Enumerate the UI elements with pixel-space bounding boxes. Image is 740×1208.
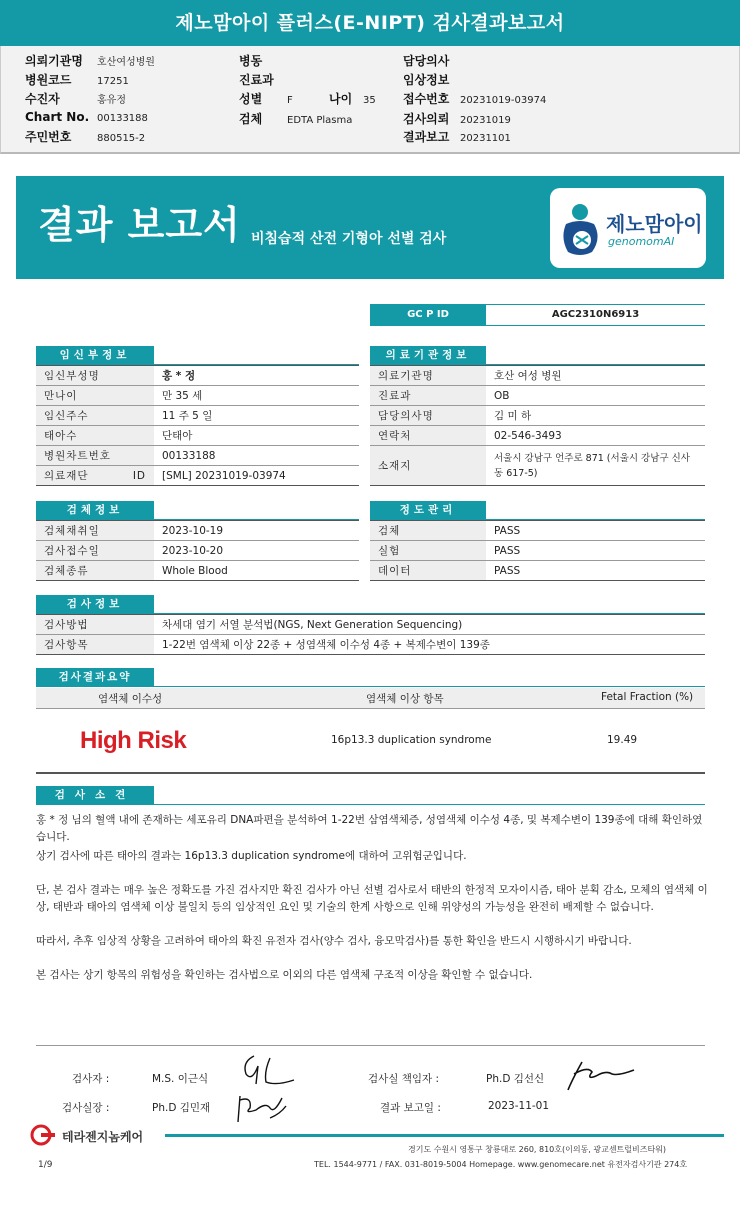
section-qc-info: 정도관리 [370, 501, 486, 520]
field-value: 00133188 [154, 446, 359, 466]
field-value: 02-546-3493 [486, 426, 705, 446]
lab-head-name: Ph.D 김민재 [152, 1102, 211, 1114]
section-institution-info: 의료기관정보 [370, 346, 486, 365]
director-label: 검사실 책임자 : [368, 1073, 440, 1085]
abnormality-item: 16p13.3 duplication syndrome [331, 734, 492, 746]
lab-head-label: 검사실장 : [62, 1102, 110, 1114]
findings-spacer [36, 865, 708, 882]
findings-spacer [36, 916, 708, 933]
findings-paragraph: 상기 검사에 따른 태아의 결과는 16p13.3 duplication syndrome에 대하여 고위험군입니다. [36, 850, 467, 862]
field-value: 11 주 5 일 [154, 406, 359, 426]
field-label: 의료재단 ID [36, 466, 154, 486]
examiner-name: M.S. 이근식 [152, 1073, 209, 1085]
risk-result: High Risk [80, 727, 187, 754]
patient-meta-panel [0, 46, 740, 154]
meta-row [25, 71, 129, 88]
terragen-logo-icon [30, 1124, 60, 1146]
meta-label: 결과보고 [403, 130, 450, 144]
findings-text [36, 812, 708, 984]
footer-rule [165, 1134, 724, 1137]
meta-label: 검사의뢰 [403, 112, 450, 126]
table-row [36, 561, 359, 581]
table-row [370, 446, 705, 486]
meta-value: 20231101 [460, 133, 511, 144]
meta-label: 병원코드 [25, 73, 72, 87]
qc-info-table [370, 520, 705, 581]
meta-value: 35 [363, 95, 376, 106]
findings-paragraph: 따라서, 추후 임상적 상황을 고려하여 태아의 확진 유전자 검사(양수 검사, 융모막검사)를 통한 확인을 반드시 시행하시기 바랍니다. [36, 935, 632, 947]
table-row [370, 386, 705, 406]
meta-value: 880515-2 [97, 133, 146, 144]
director-name: Ph.D 김선신 [486, 1073, 545, 1085]
meta-value: 호산여성병원 [97, 57, 155, 68]
section-summary: 검사결과요약 [36, 668, 154, 687]
section-test-info: 검사정보 [36, 595, 154, 614]
field-value: 서울시 강남구 언주로 871 (서울시 강남구 신사동 617-5) [486, 446, 705, 486]
field-value: 2023-10-19 [154, 521, 359, 541]
meta-label: 검체 [239, 112, 263, 126]
meta-value: 홍유정 [97, 95, 126, 106]
meta-row [25, 90, 126, 107]
field-value: 만 35 세 [154, 386, 359, 406]
findings-paragraph: 홍 * 정 님의 혈액 내에 존재하는 세포유리 DNA파편을 분석하여 1-22번 삼염색체증, 성염색체 이수성 4종, 및 복제수변이 139종에 대해 확인하였습니다. [36, 814, 703, 843]
table-row [36, 406, 359, 426]
summary-col-fetal-fraction: Fetal Fraction (%) [601, 691, 694, 703]
section-pregnant-info: 임신부정보 [36, 346, 154, 365]
meta-row [403, 90, 546, 107]
logo-text-en: genomomAI [608, 235, 675, 248]
table-row [36, 541, 359, 561]
section-rule [154, 804, 705, 805]
field-label: 검체종류 [36, 561, 154, 581]
result-banner [16, 176, 724, 279]
field-value: 김 미 하 [486, 406, 705, 426]
logo-text-kr: 제노맘아이 [606, 212, 703, 236]
page-number: 1/9 [38, 1160, 53, 1170]
field-label: 담당의사명 [370, 406, 486, 426]
report-date-label: 결과 보고일 : [380, 1102, 441, 1114]
meta-row [403, 110, 511, 127]
table-row [370, 561, 705, 581]
meta-row [239, 71, 287, 88]
institution-info-table [370, 365, 705, 486]
table-row [36, 426, 359, 446]
table-row [36, 635, 705, 655]
meta-label: 담당의사 [403, 54, 450, 68]
summary-header [36, 688, 705, 709]
field-label: 검사방법 [36, 615, 154, 635]
field-value: 단태아 [154, 426, 359, 446]
banner-subtitle: 비침습적 산전 기형아 선별 검사 [251, 231, 447, 247]
summary-col-aneuploidy: 염색체 이수성 [98, 693, 163, 705]
field-label: 검사항목 [36, 635, 154, 655]
lab-head-signature [230, 1088, 292, 1128]
table-row [36, 521, 359, 541]
meta-value: 00133188 [97, 113, 148, 124]
meta-value: 20231019-03974 [460, 95, 547, 106]
meta-row [239, 52, 287, 69]
director-signature [562, 1056, 638, 1096]
field-label: 임신주수 [36, 406, 154, 426]
report-title: 제노맘아이 플러스(E-NIPT) 검사결과보고서 [0, 0, 740, 46]
meta-label: 의뢰기관명 [25, 54, 83, 68]
field-value: PASS [486, 561, 705, 581]
findings-spacer [36, 950, 708, 967]
meta-label: Chart No. [25, 110, 90, 124]
meta-label: 주민번호 [25, 130, 72, 144]
table-row [370, 541, 705, 561]
meta-value: 20231019 [460, 115, 511, 126]
summary-rule [36, 772, 705, 774]
field-label: 태아수 [36, 426, 154, 446]
table-row [36, 615, 705, 635]
table-row [36, 386, 359, 406]
meta-label: 나이 [329, 92, 353, 106]
field-value: [SML] 20231019-03974 [154, 466, 359, 486]
meta-value: EDTA Plasma [287, 115, 353, 126]
table-row [370, 521, 705, 541]
field-value: 홍 * 정 [154, 366, 359, 386]
meta-label: 수진자 [25, 92, 60, 106]
section-rule [154, 686, 705, 687]
footer-address: 경기도 수원시 영통구 창룡대로 260, 810호(이의동, 광교센트럴비즈타워) [408, 1145, 667, 1154]
meta-row [329, 90, 376, 107]
field-label: 병원차트번호 [36, 446, 154, 466]
field-value: 2023-10-20 [154, 541, 359, 561]
mother-baby-icon [560, 202, 604, 258]
fetal-fraction-value: 19.49 [607, 734, 638, 746]
field-value: OB [486, 386, 705, 406]
genomom-logo [550, 188, 706, 268]
field-value: 1-22번 염색체 이상 22종 + 성염색체 이수성 4종 + 복제수변이 139종 [154, 635, 705, 655]
meta-label: 임상정보 [403, 73, 450, 87]
section-findings: 검사소견 [36, 786, 154, 805]
company-logo-text: 테라젠지놈케어 [62, 1130, 144, 1144]
field-label: 의료기관명 [370, 366, 486, 386]
examiner-signature [236, 1052, 298, 1088]
meta-row [239, 90, 293, 107]
meta-row [403, 71, 460, 88]
meta-value: F [287, 95, 293, 106]
field-value: PASS [486, 521, 705, 541]
banner-title: 결과 보고서 [38, 203, 241, 247]
table-row [370, 426, 705, 446]
meta-row [403, 128, 511, 145]
field-label: 소재지 [370, 446, 486, 486]
meta-row [403, 52, 460, 69]
table-row [36, 466, 359, 486]
table-row [36, 366, 359, 386]
report-date: 2023-11-01 [488, 1100, 550, 1112]
field-label: 만나이 [36, 386, 154, 406]
meta-row [25, 110, 148, 124]
table-row [36, 446, 359, 466]
examiner-label: 검사자 : [72, 1073, 110, 1085]
field-label: 검사접수일 [36, 541, 154, 561]
meta-label: 접수번호 [403, 92, 450, 106]
table-row [370, 406, 705, 426]
meta-row [25, 128, 145, 145]
gcpid-label: GC P ID [370, 304, 486, 326]
field-label: 검체 [370, 521, 486, 541]
findings-paragraph: 본 검사는 상기 항목의 위험성을 확인하는 검사법으로 이외의 다른 염색체 구조적 이상을 확인할 수 없습니다. [36, 969, 533, 981]
meta-label: 병동 [239, 54, 263, 68]
meta-row [25, 52, 155, 69]
field-label: 진료과 [370, 386, 486, 406]
summary-col-abnormality: 염색체 이상 항목 [366, 693, 444, 705]
field-value: Whole Blood [154, 561, 359, 581]
field-value: 호산 여성 병원 [486, 366, 705, 386]
pregnant-info-table [36, 365, 359, 486]
field-label: 임신부성명 [36, 366, 154, 386]
field-label: 데이터 [370, 561, 486, 581]
footer-contact: TEL. 1544-9771 / FAX. 031-8019-5004 Homepage. www.genomecare.net 유전자검사기관 274호 [314, 1160, 688, 1169]
test-info-table [36, 614, 705, 655]
meta-value: 17251 [97, 76, 129, 87]
field-label: 검체채취일 [36, 521, 154, 541]
section-specimen-info: 검체정보 [36, 501, 154, 520]
field-label: 연락처 [370, 426, 486, 446]
specimen-info-table [36, 520, 359, 581]
signature-rule [36, 1045, 705, 1046]
field-value: 차세대 염기 서열 분석법(NGS, Next Generation Sequencing) [154, 615, 705, 635]
gcpid-value: AGC2310N6913 [486, 304, 705, 326]
meta-label: 진료과 [239, 73, 274, 87]
meta-label: 성별 [239, 92, 263, 106]
findings-paragraph: 단, 본 검사 결과는 매우 높은 정확도를 가진 검사지만 확진 검사가 아닌 선별 검사로서 태반의 한정적 모자이시즘, 태아 분획 감소, 모체의 염색체 이상, 태반과 태아의 염색체 이상 불일치 등의 임상적인 요인 및 기술의 한계 사항으로 인해 위양성의 가능성을 완전히 배제할 수 없습니다. [36, 884, 708, 913]
table-row [370, 366, 705, 386]
field-label: 실험 [370, 541, 486, 561]
field-value: PASS [486, 541, 705, 561]
meta-row [239, 110, 352, 127]
